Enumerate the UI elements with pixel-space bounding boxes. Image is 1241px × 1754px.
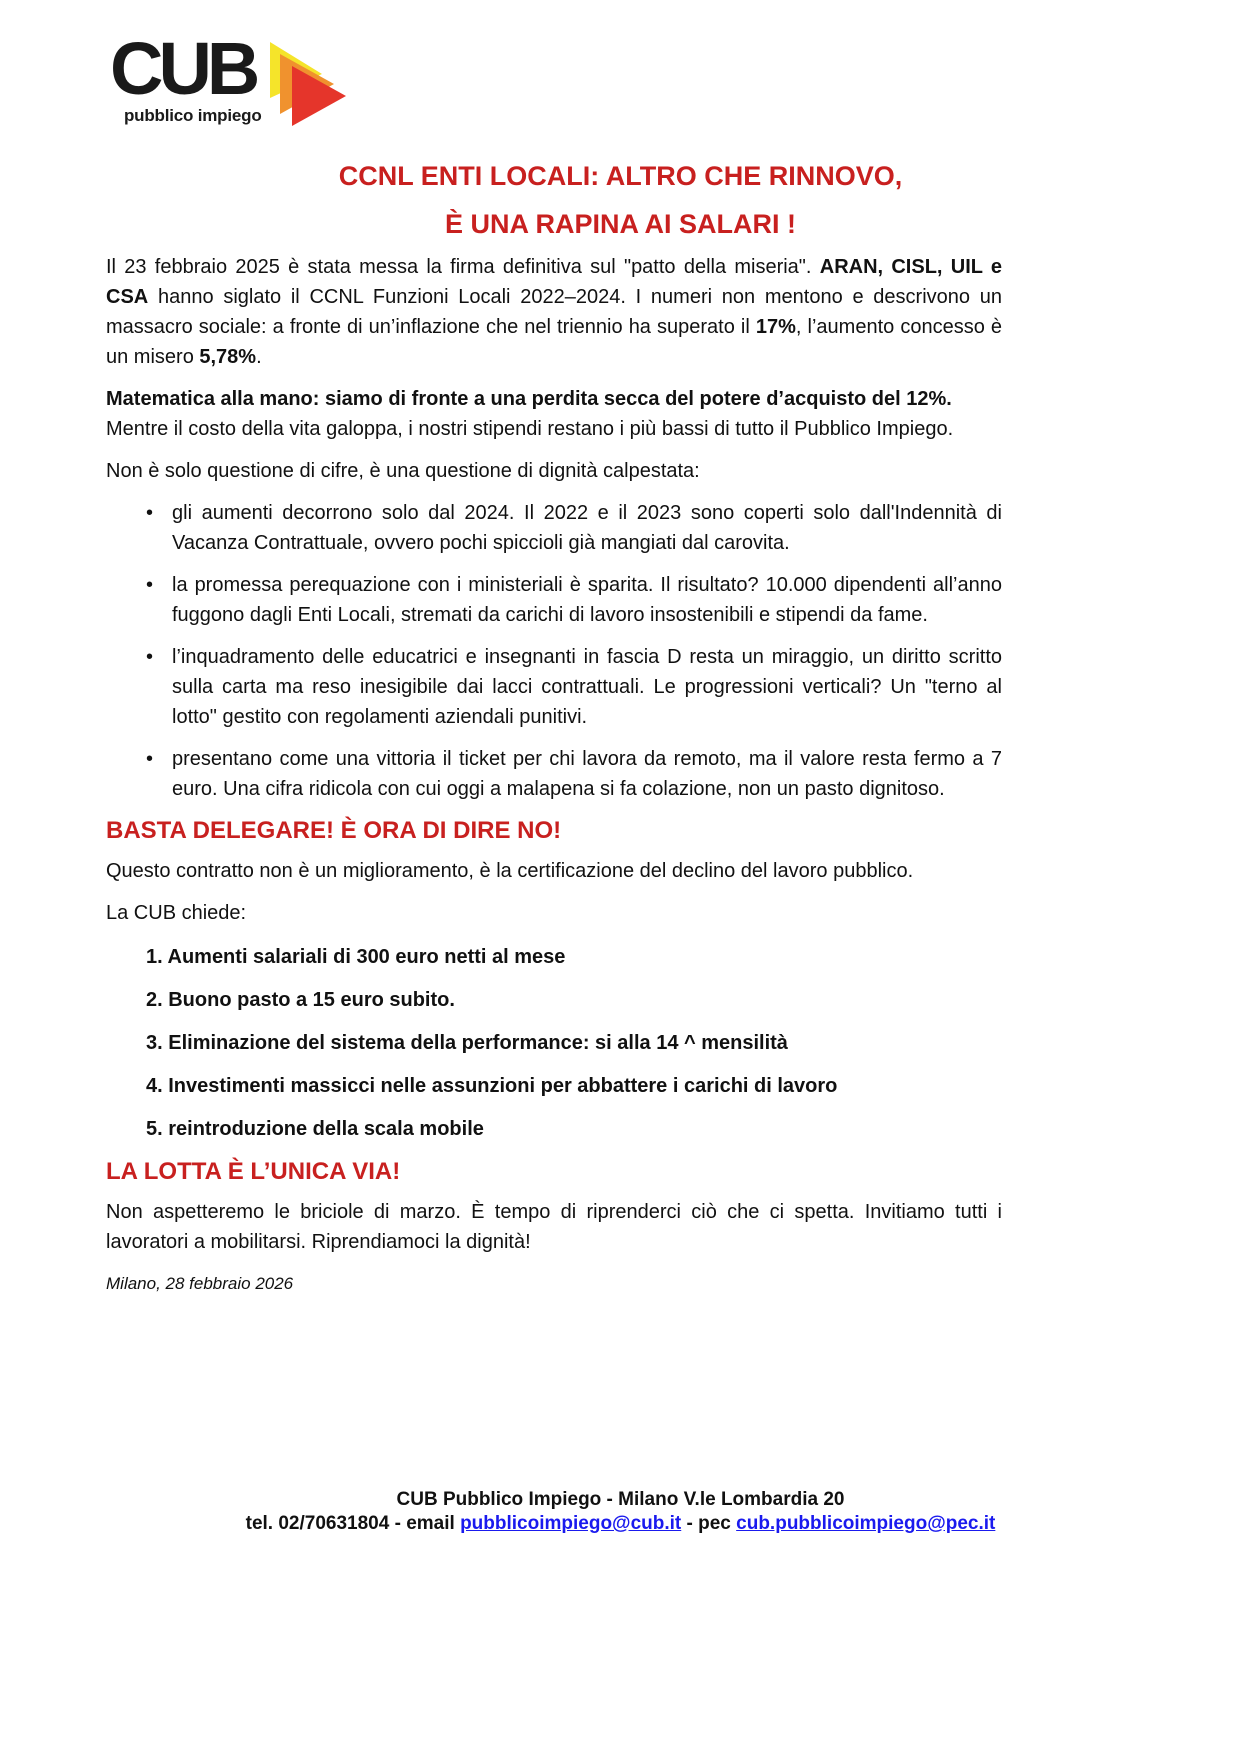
list-item [106, 570, 1002, 630]
list-item-text: presentano come una vittoria il ticket per chi lavora da remoto, ma il valore resta fermo a 7 euro. Una cifra ridicola con cui oggi a malapena si fa colazione, non un pasto dignitoso. [172, 748, 1002, 800]
bullet-icon: • [146, 646, 154, 668]
section-heading-basta-delegare: BASTA DELEGARE! È ORA DI DIRE NO! [106, 817, 562, 844]
math-bold: Matematica alla mano: siamo di fronte a una perdita secca del potere d’acquisto del 12%. [106, 388, 952, 410]
logo-subtitle: pubblico impiego [124, 106, 262, 125]
intro-text: . [256, 346, 262, 368]
footer-pec-label: - pec [681, 1513, 737, 1534]
dignity-intro: Non è solo questione di cifre, è una questione di dignità calpestata: [106, 460, 700, 482]
list-item [106, 642, 1002, 732]
intro-text: , l’aumento concesso è un misero [106, 316, 1003, 368]
section-heading-la-lotta: LA LOTTA È L’UNICA VIA! [106, 1158, 401, 1185]
demand-item: 3. Eliminazione del sistema della performance: si alla 14 ^ mensilità [146, 1032, 788, 1054]
increase-value: 5,78% [199, 346, 257, 368]
demands-list [106, 942, 1002, 1144]
title-line-2: È UNA RAPINA AI SALARI ! [445, 209, 796, 239]
list-item [106, 498, 1002, 558]
inflation-value: 17% [755, 316, 796, 338]
document-body [106, 252, 1002, 1299]
math-paragraph [106, 384, 1002, 444]
bullet-icon: • [146, 574, 154, 596]
intro-text: hanno siglato il CCNL Funzioni Locali 2022–2024. I numeri non mentono e descrivono un massacro sociale: a fronte di un’inflazione che nel triennio ha superato il [106, 286, 1002, 338]
email-link[interactable]: pubblicoimpiego@cub.it [460, 1513, 682, 1534]
intro-paragraph [106, 252, 1002, 372]
footer-contact-line [0, 1512, 1241, 1536]
demands-intro: La CUB chiede: [106, 902, 247, 924]
math-text: Mentre il costo della vita galoppa, i nostri stipendi restano i più bassi di tutto il Pubblico Impiego. [106, 418, 954, 440]
logo-wordmark: CUB [110, 27, 256, 110]
intro-signatories: ARAN, CISL, UIL e CSA [106, 256, 1003, 308]
footer-contacts [0, 1488, 1241, 1536]
demand-item: 4. Investimenti massicci nelle assunzioni per abbattere i carichi di lavoro [146, 1075, 838, 1097]
footer-phone: tel. 02/70631804 - email [245, 1513, 461, 1534]
footer-address: CUB Pubblico Impiego - Milano V.le Lombardia 20 [396, 1489, 845, 1510]
list-item-text: la promessa perequazione con i ministeriali è sparita. Il risultato? 10.000 dipendenti all’anno fuggono dagli Enti Locali, stremati da carichi di lavoro insostenibili e stipendi da fame. [172, 574, 1002, 626]
bullet-icon: • [146, 748, 154, 770]
demand-item: 2. Buono pasto a 15 euro subito. [146, 989, 455, 1011]
document-date: Milano, 28 febbraio 2026 [106, 1274, 294, 1293]
play-triangles-icon [260, 40, 350, 126]
cub-logo [110, 27, 350, 128]
intro-text: Il 23 febbraio 2025 è stata messa la firma definitiva sul "patto della miseria". [106, 256, 820, 278]
title-line-1: CCNL ENTI LOCALI: ALTRO CHE RINNOVO, [338, 161, 903, 191]
pec-link[interactable]: cub.pubblicoimpiego@pec.it [736, 1513, 996, 1534]
bullet-icon: • [146, 502, 154, 524]
page-title [0, 152, 1241, 248]
list-item-text: gli aumenti decorrono solo dal 2024. Il 2022 e il 2023 sono coperti solo dall'Indennità di Vacanza Contrattuale, ovvero pochi spiccioli già mangiati dal carovita. [172, 502, 1002, 554]
grievance-list [106, 498, 1002, 804]
closing-paragraph: Non aspetteremo le briciole di marzo. È tempo di riprenderci ciò che ci spetta. Invitiamo tutti i lavoratori a mobilitarsi. Riprendiamoci la dignità! [106, 1201, 1002, 1253]
demand-item: 5. reintroduzione della scala mobile [146, 1118, 484, 1140]
list-item-text: l’inquadramento delle educatrici e insegnanti in fascia D resta un miraggio, un diritto scritto sulla carta ma reso inesigibile dai lacci contrattuali. Le progressioni verticali? Un "terno al lotto" gestito con regolamenti aziendali punitivi. [172, 646, 1002, 728]
demand-item: 1. Aumenti salariali di 300 euro netti al mese [146, 946, 566, 968]
contract-paragraph: Questo contratto non è un miglioramento, è la certificazione del declino del lavoro pubblico. [106, 860, 914, 882]
list-item [106, 744, 1002, 804]
